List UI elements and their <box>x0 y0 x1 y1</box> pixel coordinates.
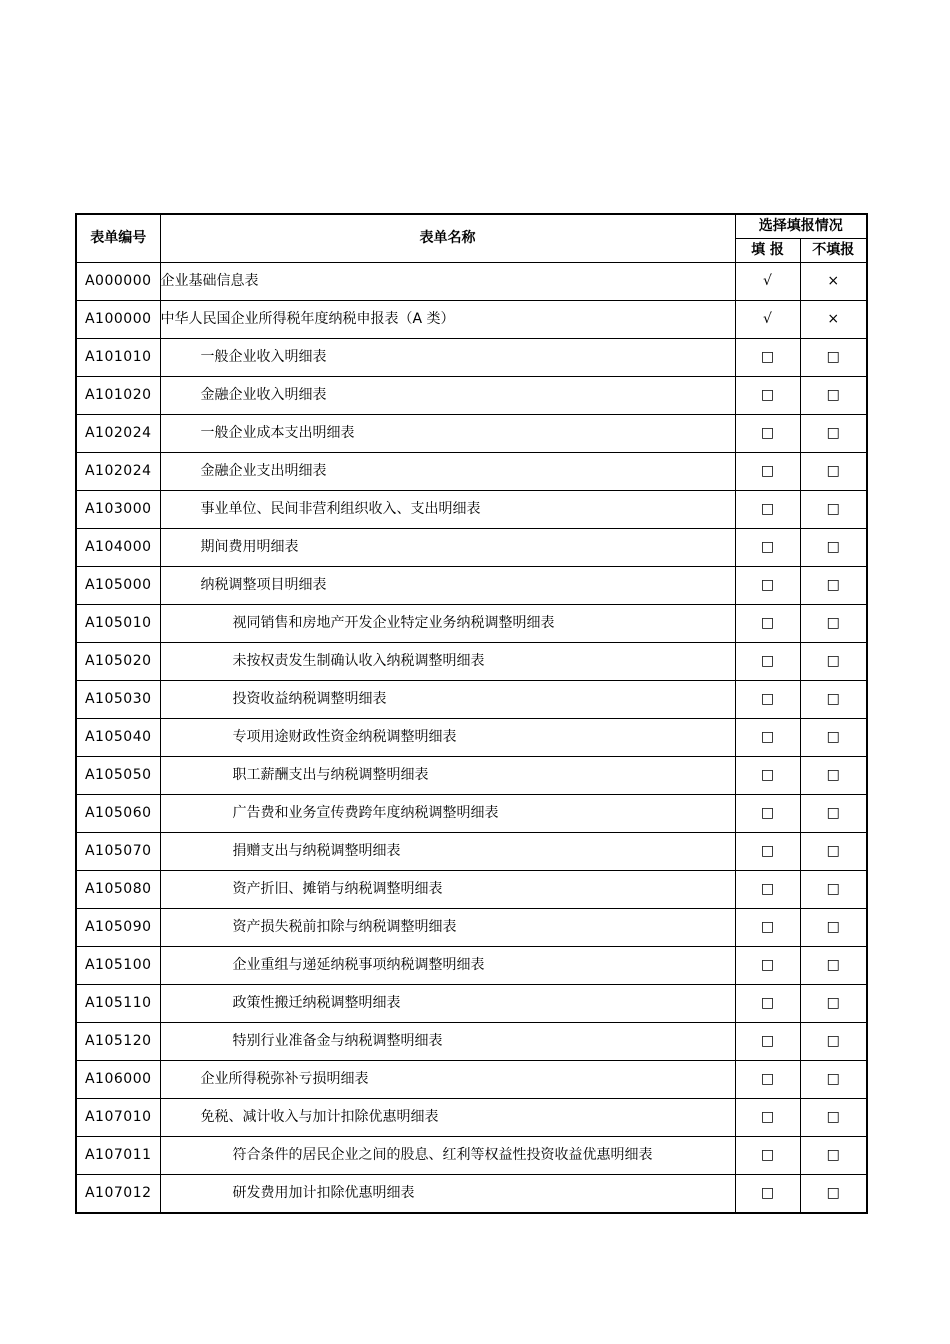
form-name: 研发费用加计扣除优惠明细表 <box>160 1175 735 1213</box>
form-code: A105040 <box>76 719 160 757</box>
fill-checkbox[interactable]: □ <box>735 947 800 985</box>
table-row <box>76 833 867 871</box>
fill-checkbox[interactable]: □ <box>735 757 800 795</box>
form-code: A105100 <box>76 947 160 985</box>
table-row <box>76 301 867 339</box>
form-code: A106000 <box>76 1061 160 1099</box>
form-code: A101010 <box>76 339 160 377</box>
form-code: A105010 <box>76 605 160 643</box>
form-code: A105120 <box>76 1023 160 1061</box>
fill-checkbox[interactable]: □ <box>735 567 800 605</box>
table-row <box>76 339 867 377</box>
no-fill-checkbox[interactable]: □ <box>800 605 867 643</box>
form-code: A107012 <box>76 1175 160 1213</box>
fill-checkbox[interactable]: □ <box>735 491 800 529</box>
fill-checkbox[interactable]: □ <box>735 605 800 643</box>
form-code: A105060 <box>76 795 160 833</box>
form-name: 一般企业成本支出明细表 <box>160 415 735 453</box>
no-fill-checkbox[interactable]: □ <box>800 909 867 947</box>
fill-checkbox[interactable]: □ <box>735 1061 800 1099</box>
table-row <box>76 1099 867 1137</box>
table-row <box>76 605 867 643</box>
fill-checkbox[interactable]: □ <box>735 833 800 871</box>
fill-checkbox[interactable]: □ <box>735 719 800 757</box>
no-fill-checkbox[interactable]: □ <box>800 757 867 795</box>
fill-checkbox[interactable]: □ <box>735 1099 800 1137</box>
form-name: 免税、减计收入与加计扣除优惠明细表 <box>160 1099 735 1137</box>
no-fill-checkbox[interactable]: □ <box>800 453 867 491</box>
form-name: 期间费用明细表 <box>160 529 735 567</box>
fill-checkbox[interactable]: □ <box>735 681 800 719</box>
table-row <box>76 757 867 795</box>
form-name: 中华人民国企业所得税年度纳税申报表（A 类） <box>160 301 735 339</box>
form-code: A103000 <box>76 491 160 529</box>
table-row <box>76 567 867 605</box>
table-row <box>76 795 867 833</box>
header-no-fill: 不填报 <box>800 239 867 263</box>
table-row <box>76 377 867 415</box>
table-row <box>76 1137 867 1175</box>
form-code: A104000 <box>76 529 160 567</box>
form-code: A105110 <box>76 985 160 1023</box>
table-row <box>76 871 867 909</box>
fill-checkbox[interactable]: □ <box>735 985 800 1023</box>
fill-checkbox[interactable]: □ <box>735 909 800 947</box>
header-fill: 填 报 <box>735 239 800 263</box>
no-fill-checkbox[interactable]: □ <box>800 643 867 681</box>
form-name: 专项用途财政性资金纳税调整明细表 <box>160 719 735 757</box>
no-fill-mark: × <box>800 301 867 339</box>
no-fill-checkbox[interactable]: □ <box>800 1175 867 1213</box>
form-code: A105000 <box>76 567 160 605</box>
table-row <box>76 491 867 529</box>
forms-selection-table <box>75 213 868 1214</box>
no-fill-checkbox[interactable]: □ <box>800 1061 867 1099</box>
form-name: 企业所得税弥补亏损明细表 <box>160 1061 735 1099</box>
form-code: A105050 <box>76 757 160 795</box>
no-fill-checkbox[interactable]: □ <box>800 871 867 909</box>
form-name: 捐赠支出与纳税调整明细表 <box>160 833 735 871</box>
header-form-name: 表单名称 <box>160 214 735 263</box>
form-name: 符合条件的居民企业之间的股息、红利等权益性投资收益优惠明细表 <box>160 1137 735 1175</box>
table-row <box>76 681 867 719</box>
form-name: 视同销售和房地产开发企业特定业务纳税调整明细表 <box>160 605 735 643</box>
form-name: 职工薪酬支出与纳税调整明细表 <box>160 757 735 795</box>
no-fill-checkbox[interactable]: □ <box>800 415 867 453</box>
form-name: 未按权责发生制确认收入纳税调整明细表 <box>160 643 735 681</box>
table-row <box>76 1175 867 1213</box>
no-fill-checkbox[interactable]: □ <box>800 681 867 719</box>
form-name: 金融企业收入明细表 <box>160 377 735 415</box>
form-name: 资产折旧、摊销与纳税调整明细表 <box>160 871 735 909</box>
no-fill-checkbox[interactable]: □ <box>800 985 867 1023</box>
no-fill-checkbox[interactable]: □ <box>800 491 867 529</box>
table-row <box>76 1023 867 1061</box>
fill-checkbox[interactable]: □ <box>735 377 800 415</box>
form-code: A105080 <box>76 871 160 909</box>
fill-checkbox[interactable]: □ <box>735 339 800 377</box>
no-fill-checkbox[interactable]: □ <box>800 833 867 871</box>
no-fill-checkbox[interactable]: □ <box>800 1023 867 1061</box>
form-name: 特别行业准备金与纳税调整明细表 <box>160 1023 735 1061</box>
no-fill-checkbox[interactable]: □ <box>800 377 867 415</box>
form-name: 一般企业收入明细表 <box>160 339 735 377</box>
fill-mark: √ <box>735 301 800 339</box>
table-row <box>76 1061 867 1099</box>
form-code: A107011 <box>76 1137 160 1175</box>
no-fill-checkbox[interactable]: □ <box>800 567 867 605</box>
table-row <box>76 263 867 301</box>
no-fill-checkbox[interactable]: □ <box>800 1099 867 1137</box>
form-code: A105090 <box>76 909 160 947</box>
form-name: 企业基础信息表 <box>160 263 735 301</box>
form-name: 资产损失税前扣除与纳税调整明细表 <box>160 909 735 947</box>
form-code: A102024 <box>76 453 160 491</box>
form-code: A105070 <box>76 833 160 871</box>
fill-checkbox[interactable]: □ <box>735 795 800 833</box>
table-row <box>76 947 867 985</box>
table-row <box>76 909 867 947</box>
no-fill-checkbox[interactable]: □ <box>800 339 867 377</box>
no-fill-checkbox[interactable]: □ <box>800 719 867 757</box>
no-fill-mark: × <box>800 263 867 301</box>
header-form-code: 表单编号 <box>76 214 160 263</box>
form-name: 纳税调整项目明细表 <box>160 567 735 605</box>
table-row <box>76 529 867 567</box>
no-fill-checkbox[interactable]: □ <box>800 1137 867 1175</box>
form-name: 企业重组与递延纳税事项纳税调整明细表 <box>160 947 735 985</box>
form-code: A105030 <box>76 681 160 719</box>
fill-checkbox[interactable]: □ <box>735 453 800 491</box>
form-name: 金融企业支出明细表 <box>160 453 735 491</box>
form-name: 广告费和业务宣传费跨年度纳税调整明细表 <box>160 795 735 833</box>
form-code: A100000 <box>76 301 160 339</box>
header-select-status: 选择填报情况 <box>735 214 867 239</box>
fill-mark: √ <box>735 263 800 301</box>
form-code: A105020 <box>76 643 160 681</box>
form-code: A102024 <box>76 415 160 453</box>
form-code: A101020 <box>76 377 160 415</box>
table-row <box>76 415 867 453</box>
fill-checkbox[interactable]: □ <box>735 1175 800 1213</box>
no-fill-checkbox[interactable]: □ <box>800 795 867 833</box>
table-row <box>76 453 867 491</box>
form-code: A107010 <box>76 1099 160 1137</box>
form-name: 事业单位、民间非营利组织收入、支出明细表 <box>160 491 735 529</box>
fill-checkbox[interactable]: □ <box>735 1137 800 1175</box>
table-row <box>76 985 867 1023</box>
form-code: A000000 <box>76 263 160 301</box>
form-name: 投资收益纳税调整明细表 <box>160 681 735 719</box>
fill-checkbox[interactable]: □ <box>735 529 800 567</box>
fill-checkbox[interactable]: □ <box>735 415 800 453</box>
table-row <box>76 719 867 757</box>
form-name: 政策性搬迁纳税调整明细表 <box>160 985 735 1023</box>
no-fill-checkbox[interactable]: □ <box>800 529 867 567</box>
fill-checkbox[interactable]: □ <box>735 871 800 909</box>
fill-checkbox[interactable]: □ <box>735 643 800 681</box>
table-row <box>76 643 867 681</box>
fill-checkbox[interactable]: □ <box>735 1023 800 1061</box>
no-fill-checkbox[interactable]: □ <box>800 947 867 985</box>
